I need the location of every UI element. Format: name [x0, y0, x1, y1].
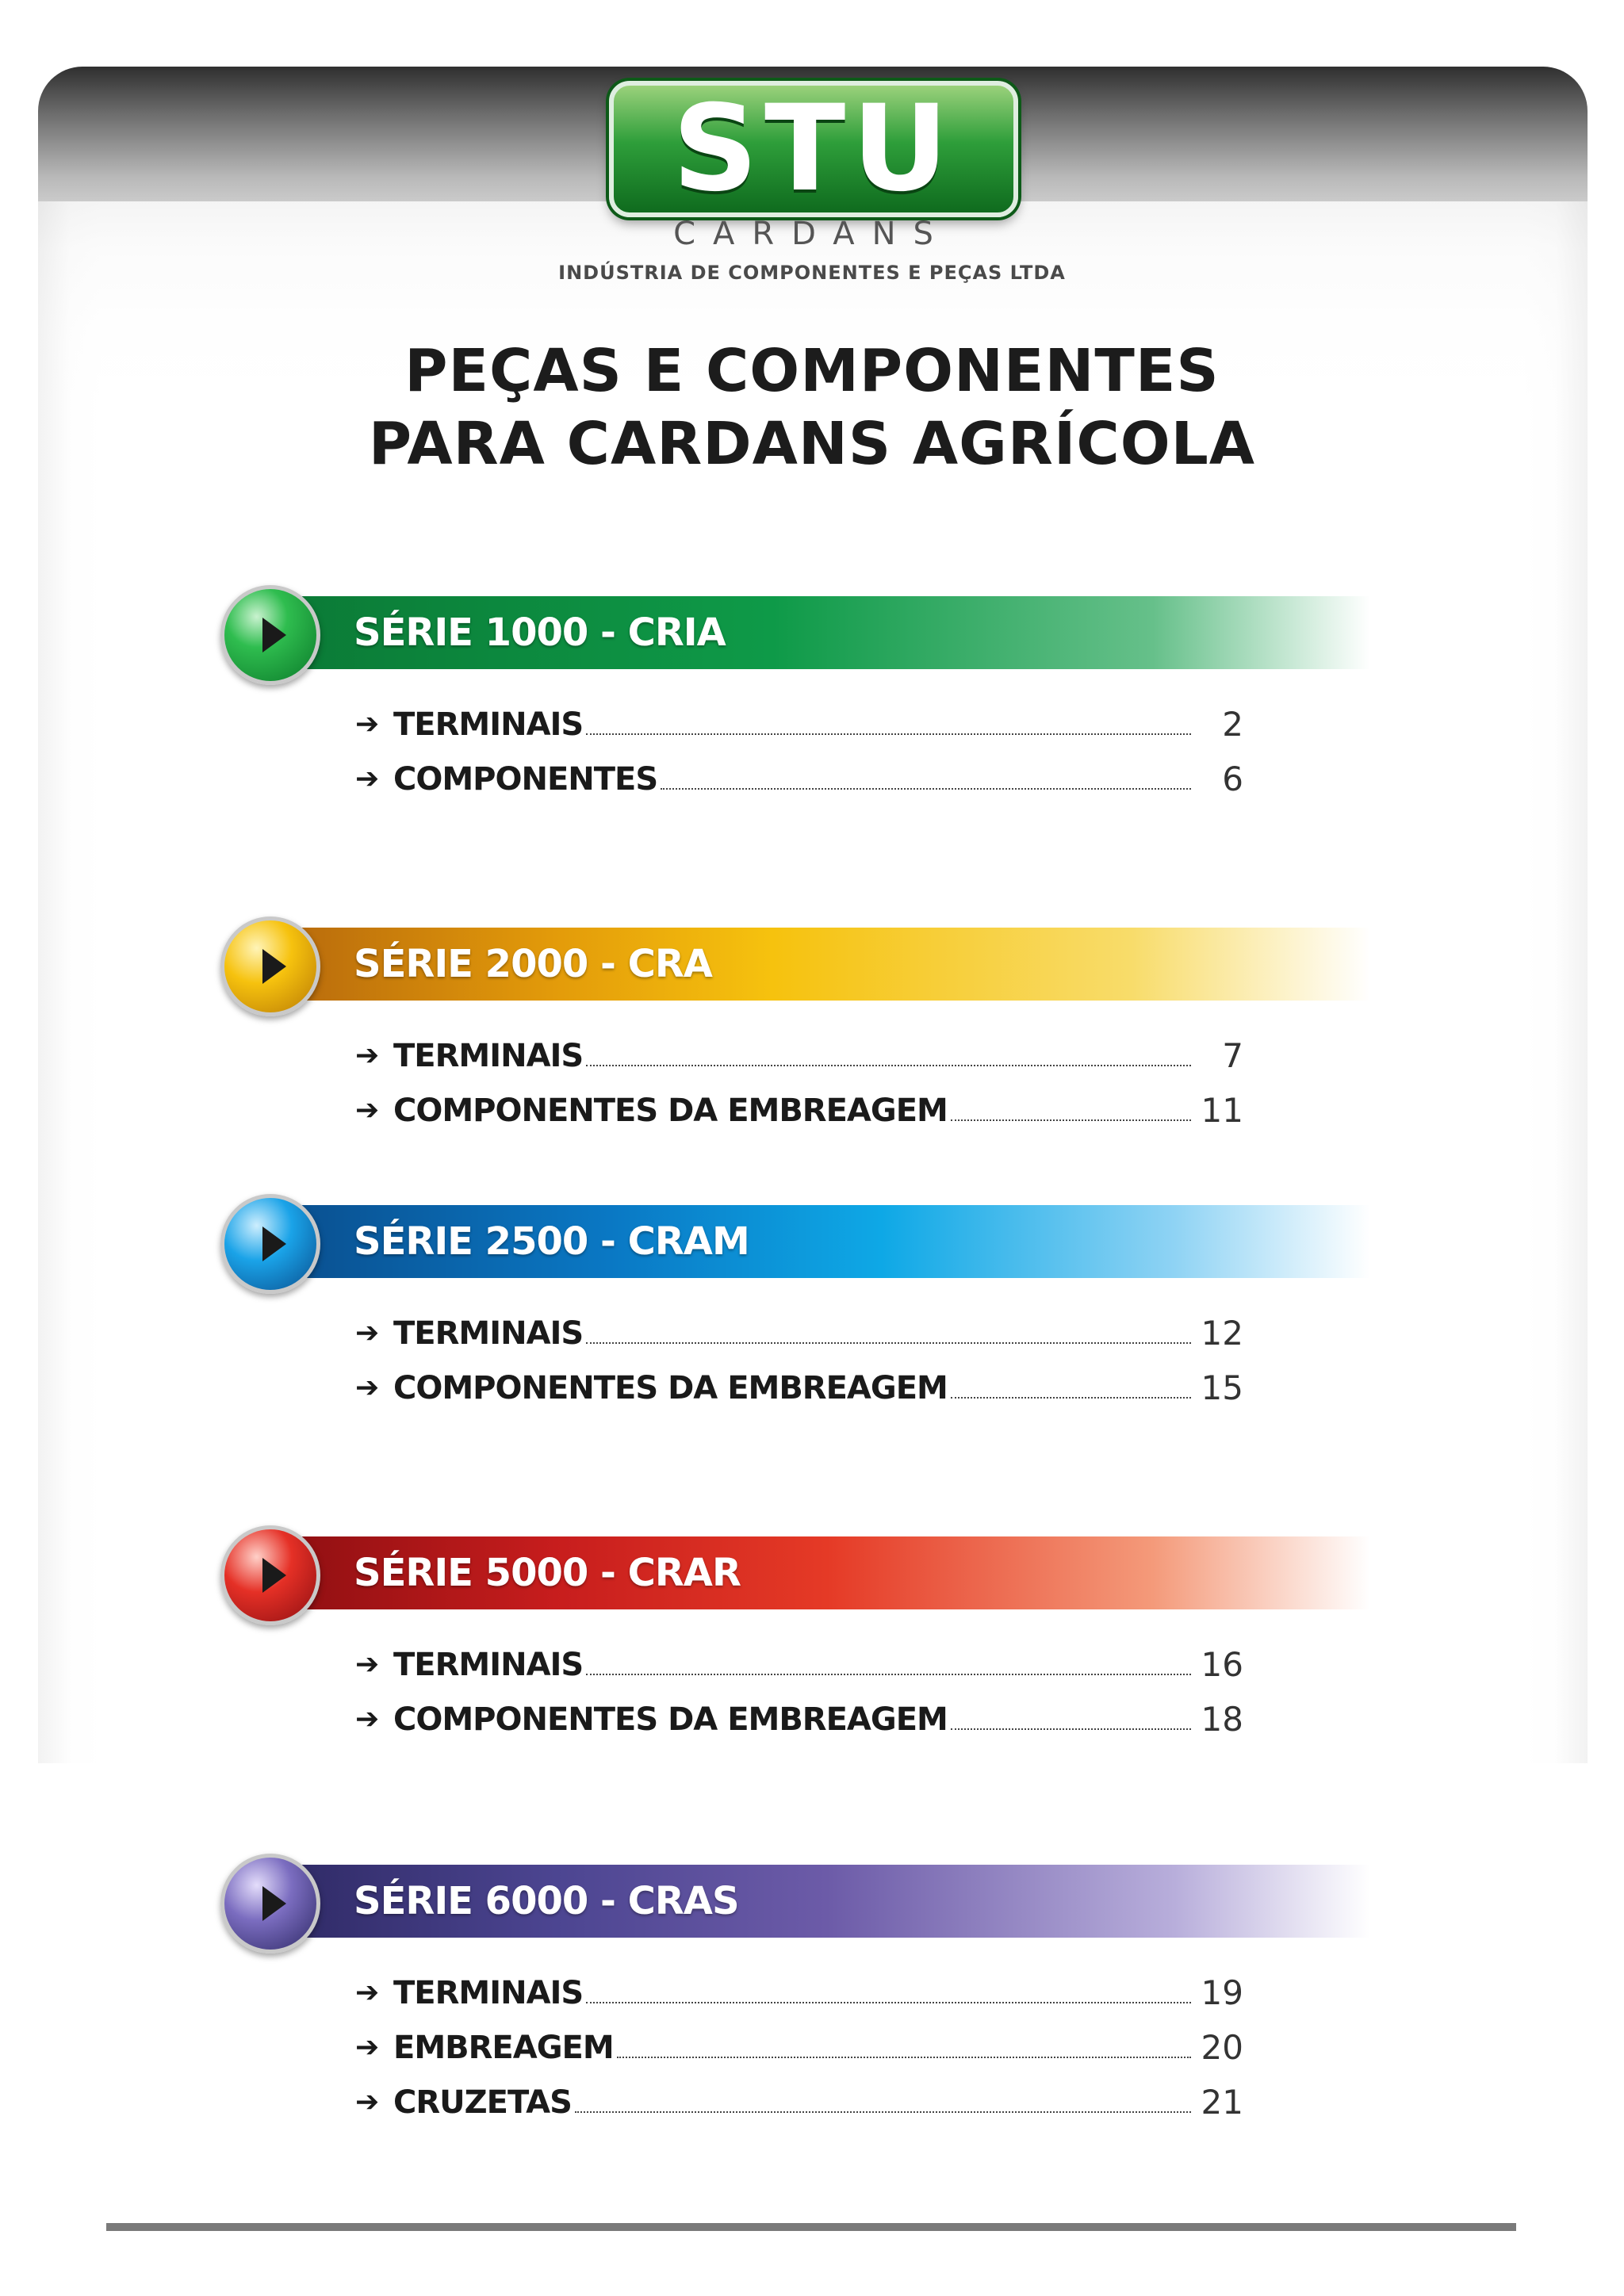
- dot-leader: [951, 1119, 1191, 1121]
- toc-page-number: 16: [1201, 1645, 1243, 1684]
- toc-item-label: TERMINAIS: [393, 1038, 584, 1074]
- toc-page-number: 15: [1201, 1368, 1243, 1407]
- section-band: [284, 1536, 1370, 1609]
- section-title: SÉRIE 1000 - CRIA: [354, 610, 726, 655]
- section-title: SÉRIE 5000 - CRAR: [354, 1551, 741, 1595]
- toc-item-label: COMPONENTES: [393, 761, 658, 798]
- arrow-right-icon: ➔: [355, 1648, 380, 1681]
- toc-item-label: COMPONENTES DA EMBREAGEM: [393, 1370, 948, 1406]
- toc-item-label: TERMINAIS: [393, 1647, 584, 1683]
- toc-item[interactable]: [355, 1299, 1243, 1353]
- toc-item[interactable]: [355, 1353, 1243, 1408]
- toc-item[interactable]: [355, 1630, 1243, 1685]
- toc-page-number: 21: [1201, 2083, 1243, 2122]
- play-icon: [220, 1194, 320, 1294]
- play-icon: [220, 1854, 320, 1954]
- toc-page-number: 18: [1201, 1700, 1243, 1739]
- toc-page-number: 20: [1201, 2028, 1243, 2067]
- dot-leader: [951, 1728, 1191, 1730]
- toc-list: [355, 1958, 1243, 2122]
- toc-item[interactable]: [355, 1021, 1243, 1076]
- header-frame: [38, 67, 1588, 1763]
- stu-logo: [609, 81, 1018, 217]
- toc-item[interactable]: [355, 2068, 1243, 2122]
- section-band: [284, 596, 1370, 669]
- section-title: SÉRIE 6000 - CRAS: [354, 1879, 739, 1923]
- brand-tagline: INDÚSTRIA DE COMPONENTES E PEÇAS LTDA: [558, 262, 1066, 284]
- page-title: [0, 335, 1624, 480]
- section-band: [284, 1205, 1370, 1278]
- toc-list: [355, 1630, 1243, 1739]
- toc-item[interactable]: [355, 690, 1243, 744]
- arrow-right-icon: ➔: [355, 763, 380, 795]
- arrow-right-icon: ➔: [355, 1094, 380, 1127]
- brand-subtitle: CARDANS: [673, 216, 951, 252]
- dot-leader: [586, 1064, 1191, 1066]
- dot-leader: [617, 2056, 1191, 2058]
- dot-leader: [586, 2001, 1191, 2003]
- dot-leader: [661, 787, 1191, 790]
- toc-page-number: 7: [1222, 1036, 1243, 1075]
- toc-item[interactable]: [355, 1958, 1243, 2013]
- toc-item[interactable]: [355, 2013, 1243, 2068]
- arrow-right-icon: ➔: [355, 1372, 380, 1404]
- dot-leader: [951, 1396, 1191, 1399]
- footer-divider: [106, 2223, 1516, 2231]
- toc-item-label: TERMINAIS: [393, 1315, 584, 1352]
- toc-list: [355, 690, 1243, 799]
- toc-list: [355, 1021, 1243, 1131]
- toc-item[interactable]: [355, 1685, 1243, 1739]
- play-icon: [220, 916, 320, 1016]
- arrow-right-icon: ➔: [355, 2031, 380, 2064]
- toc-item-label: COMPONENTES DA EMBREAGEM: [393, 1093, 948, 1129]
- arrow-right-icon: ➔: [355, 2086, 380, 2118]
- section-title: SÉRIE 2500 - CRAM: [354, 1219, 749, 1264]
- play-icon: [220, 585, 320, 685]
- toc-list: [355, 1299, 1243, 1408]
- arrow-right-icon: ➔: [355, 1976, 380, 2009]
- dot-leader: [586, 733, 1191, 735]
- toc-item-label: COMPONENTES DA EMBREAGEM: [393, 1701, 948, 1738]
- toc-page-number: 6: [1222, 760, 1243, 798]
- toc-item[interactable]: [355, 1076, 1243, 1131]
- dot-leader: [575, 2110, 1191, 2113]
- section-band: [284, 928, 1370, 1001]
- toc-page-number: 11: [1201, 1091, 1243, 1130]
- dot-leader: [586, 1673, 1191, 1675]
- toc-page-number: 2: [1222, 705, 1243, 744]
- section-title: SÉRIE 2000 - CRA: [354, 942, 712, 986]
- title-line-1: PEÇAS E COMPONENTES: [404, 337, 1220, 405]
- toc-item-label: TERMINAIS: [393, 706, 584, 743]
- arrow-right-icon: ➔: [355, 708, 380, 740]
- arrow-right-icon: ➔: [355, 1039, 380, 1072]
- toc-page-number: 19: [1201, 1973, 1243, 2012]
- arrow-right-icon: ➔: [355, 1317, 380, 1349]
- section-band: [284, 1865, 1370, 1938]
- toc-item-label: EMBREAGEM: [393, 2030, 614, 2066]
- arrow-right-icon: ➔: [355, 1703, 380, 1735]
- toc-item[interactable]: [355, 744, 1243, 799]
- logo-text: STU: [672, 80, 956, 218]
- title-line-2: PARA CARDANS AGRÍCOLA: [368, 410, 1256, 478]
- play-icon: [220, 1525, 320, 1625]
- toc-page-number: 12: [1201, 1314, 1243, 1353]
- toc-item-label: CRUZETAS: [393, 2084, 572, 2121]
- dot-leader: [586, 1341, 1191, 1344]
- toc-item-label: TERMINAIS: [393, 1975, 584, 2011]
